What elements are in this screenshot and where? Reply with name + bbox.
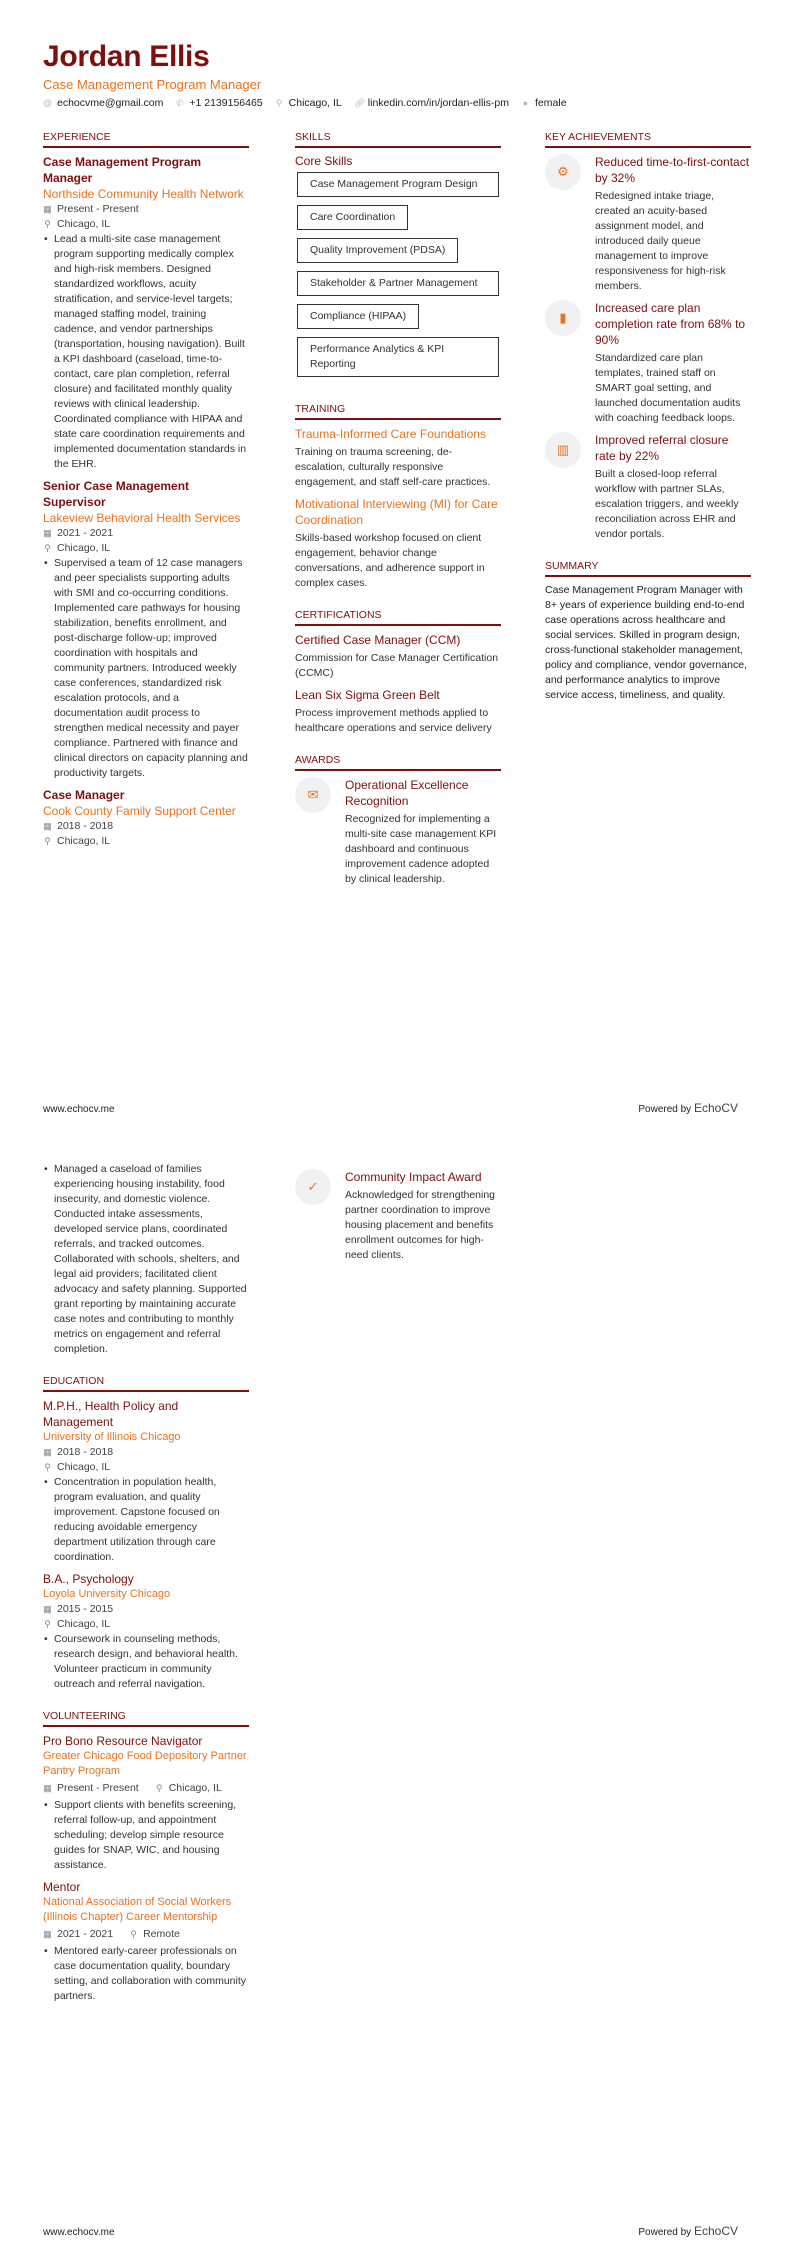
dates-text: 2021 - 2021 bbox=[57, 1928, 114, 1940]
volunteer-dates bbox=[43, 1927, 113, 1942]
volunteer-role: Pro Bono Resource Navigator bbox=[43, 1734, 203, 1748]
location-icon: ⚲ bbox=[44, 836, 51, 846]
employer: Northside Community Health Network bbox=[43, 187, 244, 201]
volunteer-entry bbox=[43, 1879, 249, 2004]
location-text: Chicago, IL bbox=[168, 1782, 222, 1794]
awards-continued bbox=[295, 1169, 501, 1269]
location-icon: ⚲ bbox=[44, 543, 51, 553]
left-column-continued bbox=[43, 1162, 249, 2022]
skill-tag: Case Management Program Design bbox=[297, 172, 499, 197]
certification-title: Certified Case Manager (CCM) bbox=[295, 633, 461, 647]
brand-text: EchoCV bbox=[693, 2224, 738, 2238]
calendar-icon: ▦ bbox=[43, 1447, 52, 1457]
training-section bbox=[295, 403, 501, 591]
phone-icon: ✆ bbox=[176, 97, 184, 108]
resume-page-2 bbox=[0, 1123, 794, 2246]
certification-title: Lean Six Sigma Green Belt bbox=[295, 688, 440, 702]
job-title: Senior Case Management Supervisor bbox=[43, 479, 190, 509]
edu-bullet: • Concentration in population health, program evaluation, and quality improvement. Capstone focused on reducing avoidable emergency department utilization through care coordination. bbox=[43, 1475, 249, 1565]
calendar-icon: ▦ bbox=[43, 1929, 52, 1939]
calendar-icon: ▦ bbox=[43, 528, 52, 538]
section-heading-volunteering: VOLUNTEERING bbox=[43, 1710, 249, 1727]
location-text: Chicago, IL bbox=[57, 835, 111, 847]
section-heading-training: TRAINING bbox=[295, 403, 501, 420]
job-bullet: • Managed a caseload of families experiencing housing instability, food insecurity, and domestic violence. Conducted intake assessments, developed service plans, coordinated referrals, and tracked outcomes. Collaborated with schools, shelters, and legal aid providers; facilitated client advocacy and safety planning. Supported grant reporting by maintaining accurate case notes and contributing to monthly metrics on engagement and referral completion. bbox=[43, 1162, 249, 1357]
training-title: Motivational Interviewing (MI) for Care Coordination bbox=[295, 497, 498, 527]
section-heading-skills: SKILLS bbox=[295, 131, 501, 148]
job-dates bbox=[43, 202, 249, 217]
volunteer-org: Greater Chicago Food Depository Partner Pantry Program bbox=[43, 1750, 247, 1777]
award-entry bbox=[295, 777, 501, 887]
location-icon: ⚲ bbox=[44, 1619, 51, 1629]
volunteering-section bbox=[43, 1710, 249, 2004]
achievement-entry bbox=[545, 154, 751, 294]
job-title: Case Manager bbox=[43, 788, 125, 802]
contact-gender bbox=[521, 97, 567, 109]
contact-phone[interactable] bbox=[175, 97, 262, 109]
location-text: Chicago, IL bbox=[288, 97, 342, 109]
check-icon: ✓ bbox=[295, 1169, 331, 1205]
achievement-title: Improved referral closure rate by 22% bbox=[595, 433, 729, 463]
awards-section bbox=[295, 754, 501, 887]
certification-desc: Process improvement methods applied to healthcare operations and service delivery bbox=[295, 707, 492, 734]
dates-text: Present - Present bbox=[57, 1782, 139, 1794]
powered-by-text: Powered by bbox=[638, 1104, 692, 1115]
dates-text: 2018 - 2018 bbox=[57, 1446, 114, 1458]
phone-text: +1 2139156465 bbox=[189, 97, 263, 109]
job-title: Case Management Program Manager bbox=[43, 155, 202, 185]
location-text: Remote bbox=[143, 1928, 180, 1940]
achievement-title: Reduced time-to-first-contact by 32% bbox=[595, 155, 750, 185]
skill-tag: Performance Analytics & KPI Reporting bbox=[297, 337, 499, 377]
edu-location bbox=[43, 1617, 249, 1632]
training-entry bbox=[295, 496, 501, 591]
at-icon: @ bbox=[43, 98, 53, 108]
section-heading-summary: SUMMARY bbox=[545, 560, 751, 577]
dates-text: 2018 - 2018 bbox=[57, 820, 114, 832]
skill-tag: Care Coordination bbox=[297, 205, 408, 230]
school: Loyola University Chicago bbox=[43, 1588, 171, 1600]
dates-text: 2015 - 2015 bbox=[57, 1603, 114, 1615]
job-bullet: • Supervised a team of 12 case managers and peer specialists supporting adults with SMI and co-occurring conditions. Implemented care pathways for housing stabilization, benefits enrollment, and post-discharge follow-up; improved coordination with hospitals and community partners. Introduced weekly case conferences, standardized risk escalation protocols, and a documentation audit process to strengthen medical necessity and payer compliance. Partnered with finance and clinical directors on capacity planning and productivity targets. bbox=[43, 556, 249, 781]
section-heading-experience: EXPERIENCE bbox=[43, 131, 249, 148]
skill-tag: Compliance (HIPAA) bbox=[297, 304, 419, 329]
middle-column bbox=[295, 131, 501, 905]
training-desc: Skills-based workshop focused on client engagement, behavior change conversations, and adherence support in complex cases. bbox=[295, 532, 485, 589]
award-desc: Acknowledged for strengthening partner coordination to improve housing placement and benefits enrollment outcomes for high-need clients. bbox=[345, 1189, 496, 1261]
achievement-desc: Built a closed-loop referral workflow with partner SLAs, escalation triggers, and weekly reconciliation across EHR and vendor portals. bbox=[595, 468, 739, 540]
job-dates bbox=[43, 526, 249, 541]
section-heading-achievements: KEY ACHIEVEMENTS bbox=[545, 131, 751, 148]
powered-by-text: Powered by bbox=[638, 2227, 692, 2238]
contact-email[interactable] bbox=[43, 97, 163, 109]
dates-text: 2021 - 2021 bbox=[57, 527, 114, 539]
employer: Lakeview Behavioral Health Services bbox=[43, 511, 241, 525]
experience-entry bbox=[43, 154, 249, 472]
achievement-desc: Redesigned intake triage, created an acuity-based assignment model, and introduced daily queue management to improve responsiveness for high-risk members. bbox=[595, 190, 726, 292]
building-icon: ▥ bbox=[545, 432, 581, 468]
email-text: echocvme@gmail.com bbox=[57, 97, 164, 109]
education-section bbox=[43, 1375, 249, 1692]
volunteer-org: National Association of Social Workers (Illinois Chapter) Career Mentorship bbox=[43, 1896, 232, 1923]
achievement-entry bbox=[545, 300, 751, 426]
achievement-entry bbox=[545, 432, 751, 542]
degree: B.A., Psychology bbox=[43, 1572, 134, 1586]
summary-text: Case Management Program Manager with 8+ years of experience building end-to-end case operations across healthcare and social services. Skilled in program design, cross-functional stakeholder management, policy and compliance, vendor governance, and performance analytics to improve service access, timeliness, and quality. bbox=[545, 584, 747, 701]
achievements-section bbox=[545, 131, 751, 542]
training-title: Trauma-Informed Care Foundations bbox=[295, 427, 486, 441]
achievement-desc: Standardized care plan templates, trained staff on SMART goal setting, and launched documentation audits with coaching feedback loops. bbox=[595, 352, 741, 424]
footer-powered-by[interactable] bbox=[638, 2224, 738, 2238]
volunteer-location bbox=[129, 1927, 180, 1942]
person-icon: ● bbox=[522, 98, 529, 108]
section-heading-certifications: CERTIFICATIONS bbox=[295, 609, 501, 626]
award-title: Operational Excellence Recognition bbox=[345, 778, 469, 808]
location-icon: ⚲ bbox=[44, 219, 51, 229]
award-desc: Recognized for implementing a multi-site case management KPI dashboard and continuous improvement cadence adopted by clinical leadership. bbox=[345, 813, 497, 885]
footer-site-link[interactable]: www.echocv.me bbox=[43, 1104, 115, 1115]
volunteer-role: Mentor bbox=[43, 1880, 81, 1894]
location-text: Chicago, IL bbox=[57, 1618, 111, 1630]
right-column bbox=[545, 131, 751, 721]
job-location bbox=[43, 217, 249, 232]
skill-tag: Stakeholder & Partner Management bbox=[297, 271, 499, 296]
skill-tag: Quality Improvement (PDSA) bbox=[297, 238, 458, 263]
education-entry bbox=[43, 1398, 249, 1565]
edu-dates bbox=[43, 1445, 249, 1460]
linkedin-text: linkedin.com/in/jordan-ellis-pm bbox=[367, 97, 510, 109]
skill-group-title: Core Skills bbox=[295, 154, 353, 168]
location-icon: ⚲ bbox=[155, 1783, 163, 1793]
link-icon: 🔗︎ bbox=[353, 97, 366, 108]
experience-entry bbox=[43, 478, 249, 781]
award-title: Community Impact Award bbox=[345, 1170, 482, 1184]
achievement-title: Increased care plan completion rate from 68% to 90% bbox=[595, 301, 746, 347]
contact-bar bbox=[43, 97, 567, 109]
location-text: Chicago, IL bbox=[57, 1461, 111, 1473]
footer-site-link[interactable]: www.echocv.me bbox=[43, 2227, 115, 2238]
location-text: Chicago, IL bbox=[57, 542, 111, 554]
file-icon: ▮ bbox=[545, 300, 581, 336]
job-location bbox=[43, 834, 249, 849]
section-heading-education: EDUCATION bbox=[43, 1375, 249, 1392]
edu-location bbox=[43, 1460, 249, 1475]
gear-icon: ⚙ bbox=[545, 154, 581, 190]
training-entry bbox=[295, 426, 501, 490]
envelope-open-icon: ✉ bbox=[295, 777, 331, 813]
education-entry bbox=[43, 1571, 249, 1692]
location-icon: ⚲ bbox=[44, 1462, 51, 1472]
skills-section bbox=[295, 131, 501, 385]
gender-text: female bbox=[535, 97, 567, 109]
certifications-section bbox=[295, 609, 501, 736]
training-desc: Training on trauma screening, de-escalation, culturally responsive engagement, and staff self-care practices. bbox=[295, 446, 491, 488]
degree: M.P.H., Health Policy and Management bbox=[43, 1399, 179, 1429]
experience-section bbox=[43, 131, 249, 855]
contact-location bbox=[275, 97, 342, 109]
employer: Cook County Family Support Center bbox=[43, 804, 236, 818]
contact-linkedin[interactable] bbox=[354, 97, 509, 109]
certification-entry bbox=[295, 632, 501, 681]
location-icon: ⚲ bbox=[275, 97, 283, 108]
volunteer-entry bbox=[43, 1733, 249, 1873]
location-text: Chicago, IL bbox=[57, 218, 111, 230]
calendar-icon: ▦ bbox=[43, 1604, 52, 1614]
calendar-icon: ▦ bbox=[43, 204, 52, 214]
calendar-icon: ▦ bbox=[43, 1783, 52, 1793]
candidate-name: Jordan Ellis bbox=[43, 40, 210, 73]
volunteer-bullet: • Mentored early-career professionals on case documentation quality, boundary setting, and collaboration with community partners. bbox=[43, 1944, 249, 2004]
calendar-icon: ▦ bbox=[43, 821, 52, 831]
candidate-title: Case Management Program Manager bbox=[43, 77, 262, 92]
dates-text: Present - Present bbox=[57, 203, 139, 215]
volunteer-dates bbox=[43, 1781, 139, 1796]
location-icon: ⚲ bbox=[130, 1929, 137, 1939]
job-bullet: • Lead a multi-site case management program supporting medically complex and high-risk members. Designed standardized workflows, acuity stratification, and service-level targets; managed staffing model, training cadence, and vendor partnerships (transportation, housing navigation). Built a KPI dashboard (caseload, time-to-contact, care plan completion, referral closure) and facilitated monthly quality reviews with clinical leadership. Coordinated compliance with HIPAA and state care coordination requirements and implemented documentation standards in the EHR. bbox=[43, 232, 249, 472]
volunteer-bullet: • Support clients with benefits screening, referral follow-up, and appointment scheduling; develop simple resource guides for SNAP, WIC, and housing assistance. bbox=[43, 1798, 249, 1873]
award-entry bbox=[295, 1169, 501, 1263]
certification-entry bbox=[295, 687, 501, 736]
certification-desc: Commission for Case Manager Certification (CCMC) bbox=[295, 652, 499, 679]
experience-entry bbox=[43, 787, 249, 849]
job-dates bbox=[43, 819, 249, 834]
footer-powered-by[interactable] bbox=[638, 1101, 738, 1115]
section-heading-awards: AWARDS bbox=[295, 754, 501, 771]
brand-text: EchoCV bbox=[693, 1101, 738, 1115]
edu-dates bbox=[43, 1602, 249, 1617]
school: University of Illinois Chicago bbox=[43, 1431, 181, 1443]
edu-bullet: • Coursework in counseling methods, research design, and behavioral health. Volunteer practicum in community outreach and referral navigation. bbox=[43, 1632, 249, 1692]
job-location bbox=[43, 541, 249, 556]
volunteer-location bbox=[155, 1781, 222, 1796]
summary-section bbox=[545, 560, 751, 703]
